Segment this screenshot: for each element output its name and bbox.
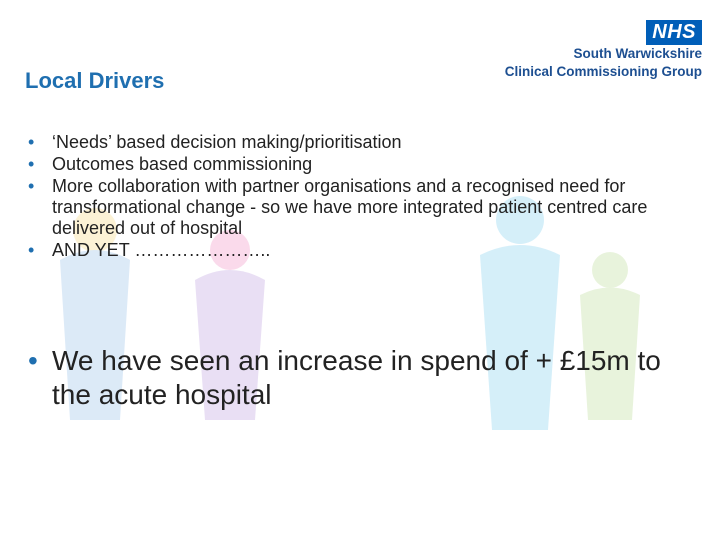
bullet-marker: •	[28, 240, 35, 260]
bullet-marker: •	[28, 132, 35, 152]
slide-title: Local Drivers	[25, 68, 165, 93]
bullet-marker: •	[28, 154, 35, 174]
nhs-badge: NHS	[646, 20, 702, 45]
nhs-logo	[505, 20, 702, 81]
bullet-item	[28, 132, 688, 153]
bullet-item	[28, 154, 688, 175]
bullet-text: More collaboration with partner organisations and a recognised need for transformational change - so we have more integrated patient centred care delivered out of hospital	[52, 176, 648, 238]
bullet-list	[28, 132, 688, 262]
bullet-text: AND YET …………………..	[52, 240, 271, 260]
bullet-marker: •	[28, 345, 38, 376]
bullet-text: Outcomes based commissioning	[52, 154, 313, 174]
bullet-item	[28, 176, 688, 239]
bullet-marker: •	[28, 176, 35, 196]
bullet-text: ‘Needs’ based decision making/prioritisation	[52, 132, 402, 152]
highlight-list	[28, 344, 688, 412]
logo-line-1: South Warwickshire	[573, 46, 702, 61]
highlight-text: We have seen an increase in spend of + £15m to the acute hospital	[52, 345, 661, 410]
bullet-item	[28, 240, 688, 261]
highlight-item	[28, 344, 688, 412]
logo-line-2: Clinical Commissioning Group	[504, 64, 702, 79]
